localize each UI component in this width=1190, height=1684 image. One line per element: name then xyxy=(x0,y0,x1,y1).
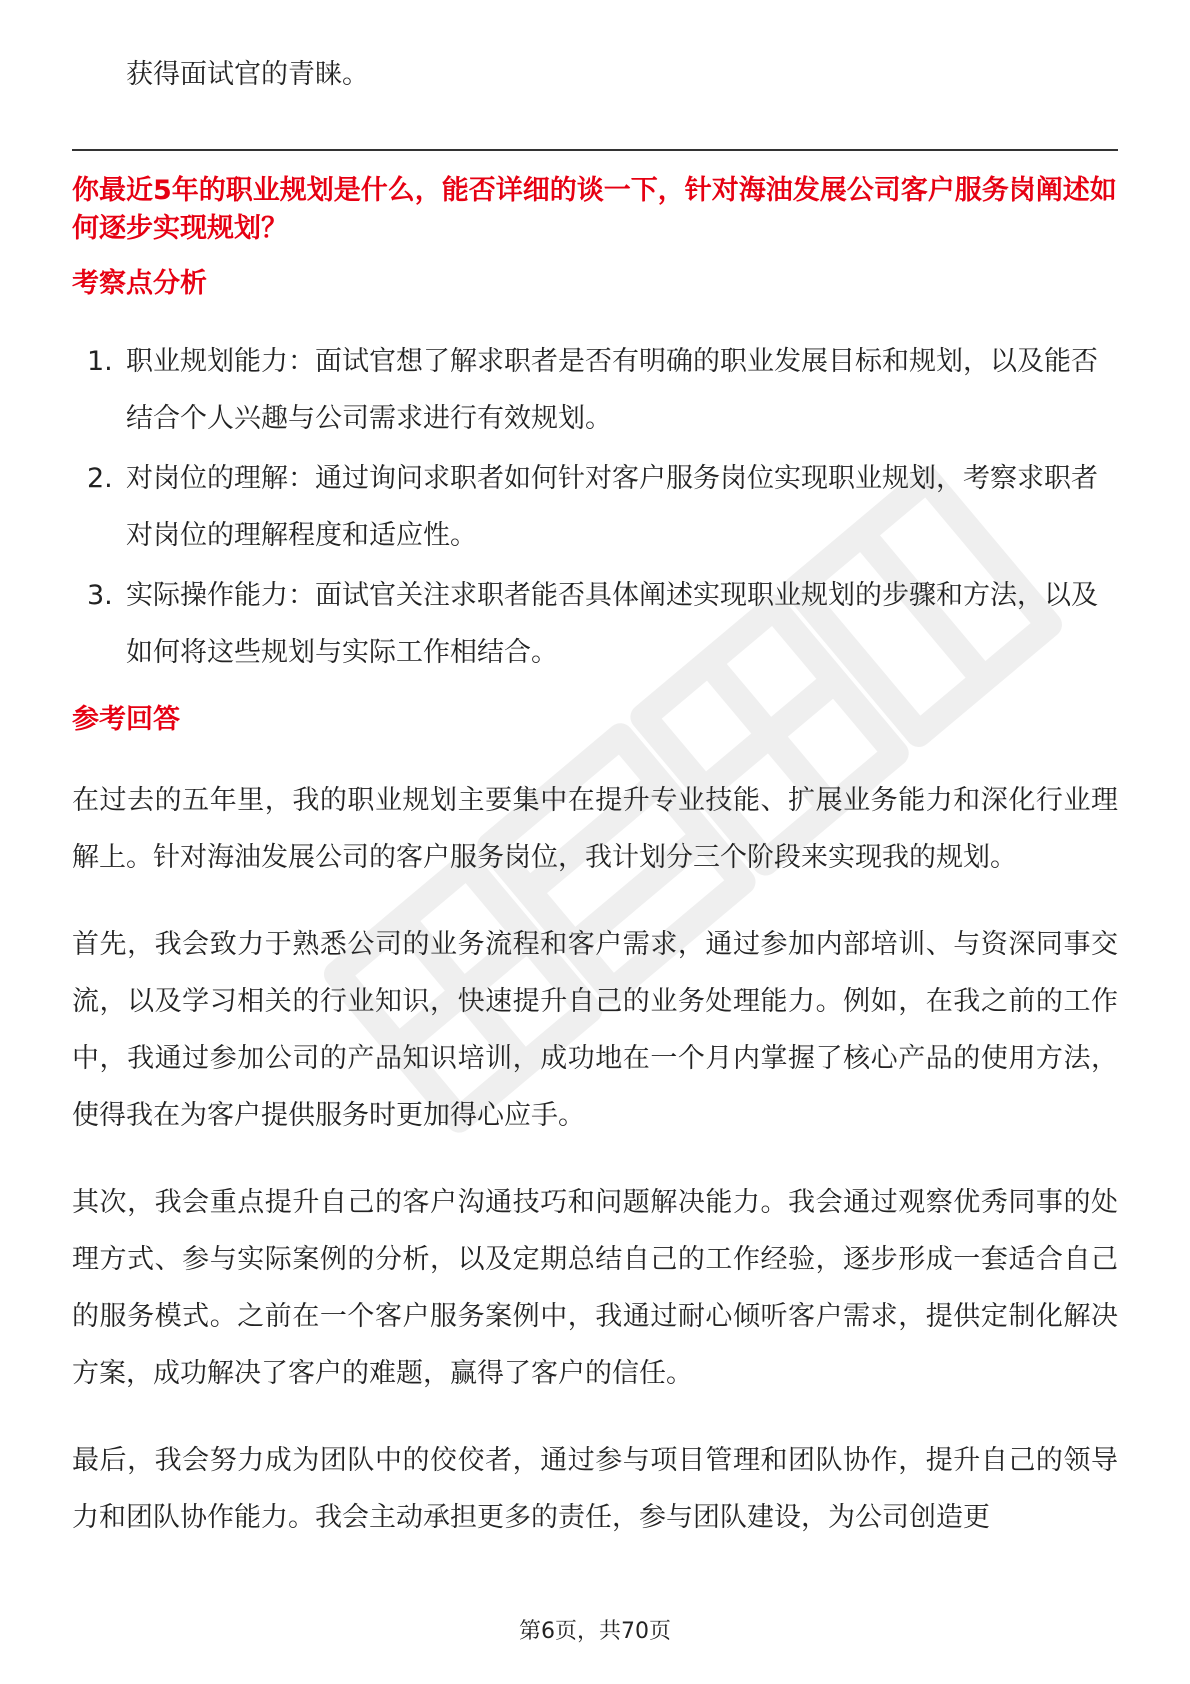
list-item-number: 2. xyxy=(87,463,113,494)
analysis-heading: 考察点分析 xyxy=(72,268,207,299)
list-item-number: 1. xyxy=(87,346,113,377)
interview-question: 你最近5年的职业规划是什么，能否详细的谈一下，针对海油发展公司客户服务岗阐述如何逐步实现规划？ xyxy=(72,175,1117,244)
answer-body xyxy=(72,772,1118,1576)
page-footer: 第6页，共70页 xyxy=(519,1619,671,1644)
continuation-text: 获得面试官的青睐。 xyxy=(126,59,369,90)
list-item-number: 3. xyxy=(87,580,113,611)
section-divider xyxy=(72,149,1118,151)
answer-paragraph: 在过去的五年里，我的职业规划主要集中在提升专业技能、扩展业务能力和深化行业理解上。针对海油发展公司的客户服务岗位，我计划分三个阶段来实现我的规划。 xyxy=(72,785,1118,873)
answer-heading: 参考回答 xyxy=(72,704,180,735)
list-item xyxy=(72,333,1118,447)
list-item-text: 对岗位的理解：通过询问求职者如何针对客户服务岗位实现职业规划，考察求职者对岗位的理解程度和适应性。 xyxy=(126,463,1098,551)
answer-paragraph: 最后，我会努力成为团队中的佼佼者，通过参与项目管理和团队协作，提升自己的领导力和团队协作能力。我会主动承担更多的责任，参与团队建设，为公司创造更 xyxy=(72,1445,1118,1533)
analysis-list xyxy=(72,333,1118,684)
answer-paragraph: 首先，我会致力于熟悉公司的业务流程和客户需求，通过参加内部培训、与资深同事交流，以及学习相关的行业知识，快速提升自己的业务处理能力。例如，在我之前的工作中，我通过参加公司的产品知识培训，成功地在一个月内掌握了核心产品的使用方法，使得我在为客户提供服务时更加得心应手。 xyxy=(72,929,1118,1131)
list-item xyxy=(72,450,1118,564)
list-item-text: 职业规划能力：面试官想了解求职者是否有明确的职业发展目标和规划，以及能否结合个人兴趣与公司需求进行有效规划。 xyxy=(126,346,1098,434)
answer-paragraph: 其次，我会重点提升自己的客户沟通技巧和问题解决能力。我会通过观察优秀同事的处理方式、参与实际案例的分析，以及定期总结自己的工作经验，逐步形成一套适合自己的服务模式。之前在一个客户服务案例中，我通过耐心倾听客户需求，提供定制化解决方案，成功解决了客户的难题，赢得了客户的信任。 xyxy=(72,1187,1118,1389)
list-item-text: 实际操作能力：面试官关注求职者能否具体阐述实现职业规划的步骤和方法，以及如何将这些规划与实际工作相结合。 xyxy=(126,580,1098,668)
list-item xyxy=(72,567,1118,681)
